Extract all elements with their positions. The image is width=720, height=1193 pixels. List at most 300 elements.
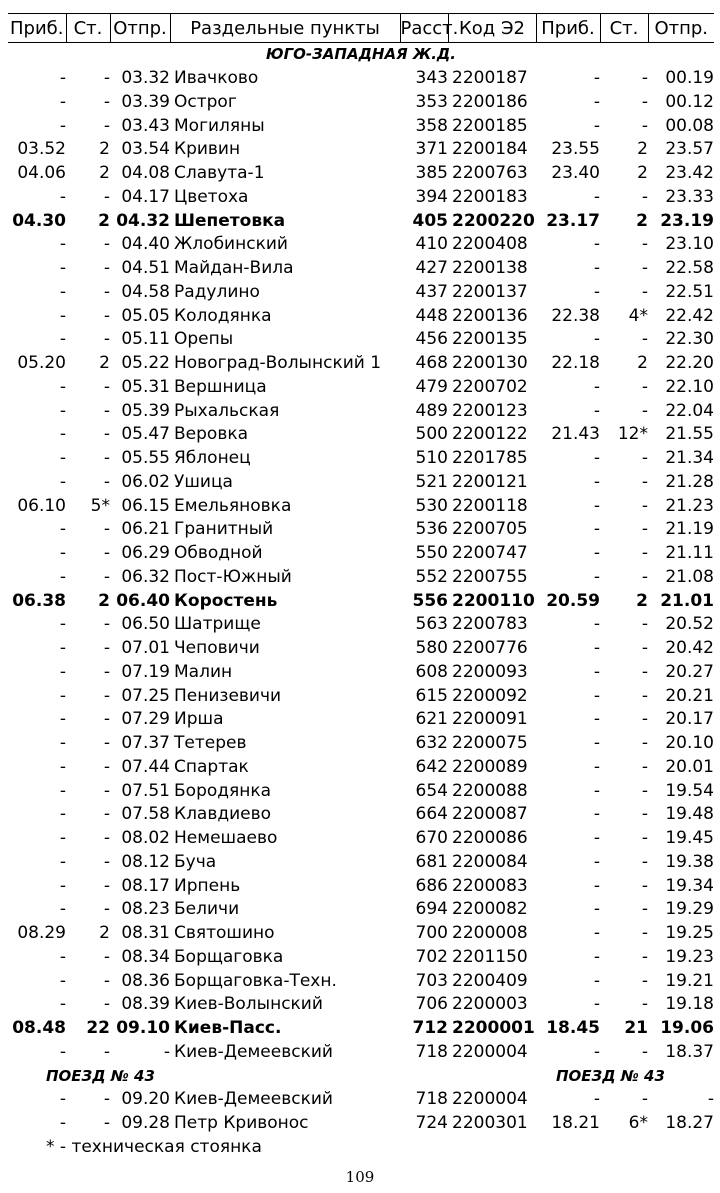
- stop-right: 4*: [628, 305, 648, 326]
- station-code: 2201785: [452, 448, 528, 469]
- table-row: [8, 969, 714, 993]
- distance: 552: [415, 566, 448, 587]
- table-row: [8, 138, 714, 162]
- departure-right: 00.19: [665, 68, 714, 89]
- arrival-left: -: [59, 614, 66, 635]
- arrival-left: -: [59, 471, 66, 492]
- table-row: [8, 91, 714, 115]
- departure-left: -: [163, 1041, 170, 1062]
- distance: 718: [415, 1089, 448, 1110]
- table-row: [8, 447, 714, 471]
- departure-left: 04.51: [121, 258, 170, 279]
- station-code: 2200123: [452, 400, 528, 421]
- distance: 670: [415, 828, 448, 849]
- station-name: Жлобинский: [174, 234, 288, 255]
- arrival-left: -: [59, 1089, 66, 1110]
- table-row: [8, 494, 714, 518]
- stop-right: -: [641, 566, 648, 587]
- stop-left: 2: [99, 353, 110, 374]
- distance: 371: [415, 139, 448, 160]
- station-code: 2200185: [452, 115, 528, 136]
- arrival-left: -: [59, 899, 66, 920]
- arrival-right: -: [593, 756, 600, 777]
- arrival-left: -: [59, 1041, 66, 1062]
- station-code: 2200747: [452, 543, 528, 564]
- station-code: 2200408: [452, 234, 528, 255]
- arrival-right: -: [593, 258, 600, 279]
- station-code: 2200004: [452, 1089, 528, 1110]
- departure-right: 19.38: [665, 851, 714, 872]
- arrival-right: -: [593, 875, 600, 896]
- arrival-right: 22.18: [551, 353, 600, 374]
- distance: 456: [415, 329, 448, 350]
- station-code: 2200088: [452, 780, 528, 801]
- station-name: Колодянка: [174, 305, 272, 326]
- table-row: [8, 1112, 714, 1136]
- station-name: Киев-Демеевский: [174, 1089, 333, 1110]
- departure-left: 08.23: [121, 899, 170, 920]
- table-row: [8, 1041, 714, 1065]
- station-name: Вершница: [174, 376, 267, 397]
- table-row: [8, 637, 714, 661]
- departure-right: 23.10: [665, 234, 714, 255]
- distance: 468: [415, 353, 448, 374]
- stop-left: -: [103, 329, 110, 350]
- distance: 410: [415, 234, 448, 255]
- departure-right: 22.20: [665, 353, 714, 374]
- arrival-right: -: [593, 780, 600, 801]
- table-row: [8, 803, 714, 827]
- stop-right: -: [641, 614, 648, 635]
- col-code: Код Э2: [448, 14, 536, 43]
- railway-title: ЮГО-ЗАПАДНАЯ Ж.Д.: [266, 45, 456, 64]
- arrival-left: -: [59, 186, 66, 207]
- arrival-left: -: [59, 115, 66, 136]
- station-code: 2200409: [452, 970, 528, 991]
- distance: 556: [412, 590, 448, 611]
- arrival-right: -: [593, 115, 600, 136]
- table-row: [8, 708, 714, 732]
- distance: 681: [415, 851, 448, 872]
- stop-left: -: [103, 305, 110, 326]
- stop-left: 2: [99, 163, 110, 184]
- table-row: [8, 661, 714, 685]
- distance: 563: [415, 614, 448, 635]
- railway-row: [8, 43, 714, 67]
- station-name: Тетерев: [174, 733, 247, 754]
- stop-left: -: [103, 115, 110, 136]
- stop-left: -: [103, 448, 110, 469]
- stop-right: -: [641, 899, 648, 920]
- station-name: Острог: [174, 91, 237, 112]
- departure-right: 19.54: [665, 780, 714, 801]
- col-stop-right: Ст.: [600, 14, 648, 43]
- station-code: 2200122: [452, 424, 528, 445]
- stop-left: -: [103, 376, 110, 397]
- station-name: Клавдиево: [174, 804, 272, 825]
- departure-right: 19.25: [665, 923, 714, 944]
- departure-right: 19.06: [660, 1018, 714, 1039]
- station-name: Майдан-Вила: [174, 258, 294, 279]
- station-name: Радулино: [174, 281, 260, 302]
- departure-right: 19.29: [665, 899, 714, 920]
- departure-left: 09.20: [121, 1089, 170, 1110]
- departure-left: 03.32: [121, 68, 170, 89]
- station-code: 2200087: [452, 804, 528, 825]
- table-row: [8, 209, 714, 233]
- arrival-left: -: [59, 709, 66, 730]
- arrival-right: -: [593, 1089, 600, 1110]
- stop-right: -: [641, 875, 648, 896]
- arrival-left: -: [59, 68, 66, 89]
- arrival-right: -: [593, 495, 600, 516]
- station-name: Буча: [174, 851, 217, 872]
- col-station: Раздельные пункты: [170, 14, 400, 43]
- departure-left: 05.11: [121, 329, 170, 350]
- stop-left: 2: [99, 139, 110, 160]
- table-row: [8, 684, 714, 708]
- arrival-left: -: [59, 305, 66, 326]
- stop-right: -: [641, 946, 648, 967]
- arrival-right: -: [593, 923, 600, 944]
- arrival-left: -: [59, 258, 66, 279]
- col-stop-left: Ст.: [66, 14, 110, 43]
- station-name: Гранитный: [174, 519, 274, 540]
- station-name: Цветоха: [174, 186, 249, 207]
- arrival-left: -: [59, 400, 66, 421]
- distance: 694: [415, 899, 448, 920]
- departure-left: 03.39: [121, 91, 170, 112]
- departure-left: 09.10: [116, 1018, 170, 1039]
- arrival-left: -: [59, 91, 66, 112]
- distance: 530: [415, 495, 448, 516]
- departure-right: 20.01: [665, 756, 714, 777]
- station-name: Петр Кривонос: [174, 1113, 309, 1134]
- stop-left: 2: [99, 923, 110, 944]
- station-name: Шатрище: [174, 614, 261, 635]
- departure-right: 00.08: [665, 115, 714, 136]
- stop-right: -: [641, 994, 648, 1015]
- station-name: Киев-Пасс.: [174, 1018, 282, 1039]
- stop-right: -: [641, 495, 648, 516]
- arrival-left: -: [59, 234, 66, 255]
- departure-left: 06.02: [121, 471, 170, 492]
- header-row: [8, 14, 714, 43]
- arrival-left: -: [59, 661, 66, 682]
- stop-left: -: [103, 685, 110, 706]
- departure-left: 06.40: [116, 590, 170, 611]
- table-row: [8, 732, 714, 756]
- col-arr-right: Приб.: [536, 14, 600, 43]
- stop-left: -: [103, 875, 110, 896]
- stop-left: -: [103, 91, 110, 112]
- stop-right: -: [641, 780, 648, 801]
- stop-left: -: [103, 1113, 110, 1134]
- departure-left: 08.34: [121, 946, 170, 967]
- station-code: 2200783: [452, 614, 528, 635]
- station-code: 2200091: [452, 709, 528, 730]
- train-header-row: [8, 1064, 714, 1088]
- arrival-left: 06.10: [17, 495, 66, 516]
- table-row: [8, 186, 714, 210]
- departure-right: -: [707, 1089, 714, 1110]
- departure-left: 08.36: [121, 970, 170, 991]
- departure-left: 09.28: [121, 1113, 170, 1134]
- departure-right: 21.28: [665, 471, 714, 492]
- station-name: Шепетовка: [174, 210, 286, 231]
- arrival-right: 23.17: [546, 210, 600, 231]
- table-row: [8, 518, 714, 542]
- timetable: [8, 13, 714, 1159]
- station-name: Веровка: [174, 424, 249, 445]
- distance: 448: [415, 305, 448, 326]
- arrival-left: -: [59, 733, 66, 754]
- table-row: [8, 946, 714, 970]
- departure-right: 23.33: [665, 186, 714, 207]
- arrival-right: 20.59: [546, 590, 600, 611]
- departure-left: 06.29: [121, 543, 170, 564]
- table-row: [8, 257, 714, 281]
- departure-right: 20.42: [665, 638, 714, 659]
- station-name: Славута-1: [174, 163, 265, 184]
- departure-left: 05.22: [121, 353, 170, 374]
- stop-left: -: [103, 1041, 110, 1062]
- station-code: 2200001: [452, 1018, 535, 1039]
- arrival-left: -: [59, 780, 66, 801]
- station-code: 2200136: [452, 305, 528, 326]
- table-row: [8, 542, 714, 566]
- distance: 550: [415, 543, 448, 564]
- table-row: [8, 898, 714, 922]
- stop-left: -: [103, 281, 110, 302]
- stop-right: -: [641, 234, 648, 255]
- stop-right: -: [641, 519, 648, 540]
- table-row: [8, 304, 714, 328]
- stop-left: -: [103, 566, 110, 587]
- departure-left: 06.15: [121, 495, 170, 516]
- distance: 718: [415, 1041, 448, 1062]
- departure-left: 04.40: [121, 234, 170, 255]
- station-name: Ушица: [174, 471, 233, 492]
- train-label-right: ПОЕЗД № 43: [556, 1066, 665, 1085]
- departure-left: 04.32: [116, 210, 170, 231]
- station-name: Рыхальская: [174, 400, 280, 421]
- distance: 724: [415, 1113, 448, 1134]
- arrival-right: -: [593, 685, 600, 706]
- stop-right: -: [641, 970, 648, 991]
- distance: 437: [415, 281, 448, 302]
- departure-right: 20.52: [665, 614, 714, 635]
- station-code: 2200183: [452, 186, 528, 207]
- distance: 510: [415, 448, 448, 469]
- departure-left: 08.12: [121, 851, 170, 872]
- arrival-right: 23.40: [551, 163, 600, 184]
- station-code: 2201150: [452, 946, 528, 967]
- distance: 405: [412, 210, 448, 231]
- table-row: [8, 756, 714, 780]
- station-code: 2200702: [452, 376, 528, 397]
- station-code: 2200092: [452, 685, 528, 706]
- arrival-right: 18.21: [551, 1113, 600, 1134]
- departure-right: 19.18: [665, 994, 714, 1015]
- arrival-left: 06.38: [12, 590, 66, 611]
- station-code: 2200138: [452, 258, 528, 279]
- station-name: Ивачково: [174, 68, 259, 89]
- stop-right: 2: [637, 163, 648, 184]
- departure-left: 07.51: [121, 780, 170, 801]
- arrival-right: -: [593, 543, 600, 564]
- distance: 353: [415, 91, 448, 112]
- station-code: 2200086: [452, 828, 528, 849]
- stop-left: -: [103, 258, 110, 279]
- arrival-left: 04.06: [17, 163, 66, 184]
- arrival-right: -: [593, 1041, 600, 1062]
- stop-right: -: [641, 68, 648, 89]
- arrival-right: 23.55: [551, 139, 600, 160]
- stop-left: -: [103, 68, 110, 89]
- stop-right: -: [641, 400, 648, 421]
- stop-right: 2: [637, 139, 648, 160]
- arrival-right: -: [593, 970, 600, 991]
- col-arr-left: Приб.: [8, 14, 66, 43]
- table-row: [8, 423, 714, 447]
- arrival-left: -: [59, 376, 66, 397]
- distance: 427: [415, 258, 448, 279]
- departure-right: 22.10: [665, 376, 714, 397]
- station-code: 2200135: [452, 329, 528, 350]
- arrival-right: -: [593, 471, 600, 492]
- departure-right: 21.34: [665, 448, 714, 469]
- station-name: Спартак: [174, 756, 249, 777]
- page-number: 109: [345, 1168, 375, 1186]
- departure-right: 23.19: [660, 210, 714, 231]
- stop-right: -: [641, 329, 648, 350]
- distance: 536: [415, 519, 448, 540]
- stop-left: -: [103, 186, 110, 207]
- departure-left: 08.31: [121, 923, 170, 944]
- stop-left: -: [103, 638, 110, 659]
- table-row: [8, 779, 714, 803]
- distance: 500: [415, 424, 448, 445]
- station-code: 2200776: [452, 638, 528, 659]
- arrival-right: -: [593, 519, 600, 540]
- station-name: Святошино: [174, 923, 275, 944]
- table-row: [8, 114, 714, 138]
- departure-left: 08.39: [121, 994, 170, 1015]
- station-code: 2200130: [452, 353, 528, 374]
- station-code: 2200763: [452, 163, 528, 184]
- table-row: [8, 328, 714, 352]
- stop-left: -: [103, 899, 110, 920]
- departure-right: 20.10: [665, 733, 714, 754]
- distance: 489: [415, 400, 448, 421]
- stop-left: -: [103, 804, 110, 825]
- stop-right: -: [641, 661, 648, 682]
- stop-left: -: [103, 400, 110, 421]
- distance: 702: [415, 946, 448, 967]
- distance: 686: [415, 875, 448, 896]
- station-code: 2200075: [452, 733, 528, 754]
- arrival-left: -: [59, 946, 66, 967]
- table-row: [8, 613, 714, 637]
- stop-left: -: [103, 828, 110, 849]
- arrival-right: -: [593, 851, 600, 872]
- stop-left: -: [103, 733, 110, 754]
- footnote-row: [8, 1136, 714, 1160]
- distance: 642: [415, 756, 448, 777]
- departure-left: 07.58: [121, 804, 170, 825]
- station-name: Обводной: [174, 543, 263, 564]
- stop-right: -: [641, 709, 648, 730]
- arrival-right: -: [593, 828, 600, 849]
- station-name: Борщаговка: [174, 946, 284, 967]
- departure-left: 07.25: [121, 685, 170, 706]
- departure-left: 04.58: [121, 281, 170, 302]
- arrival-left: -: [59, 994, 66, 1015]
- stop-right: -: [641, 638, 648, 659]
- arrival-left: -: [59, 329, 66, 350]
- departure-left: 07.37: [121, 733, 170, 754]
- stop-right: -: [641, 685, 648, 706]
- departure-left: 05.47: [121, 424, 170, 445]
- station-name: Пост-Южный: [174, 566, 292, 587]
- footnote: * - техническая стоянка: [46, 1136, 262, 1157]
- distance: 394: [415, 186, 448, 207]
- departure-left: 07.19: [121, 661, 170, 682]
- arrival-right: -: [593, 661, 600, 682]
- departure-right: 19.21: [665, 970, 714, 991]
- arrival-left: 04.30: [12, 210, 66, 231]
- table-row: [8, 376, 714, 400]
- col-dep-left: Отпр.: [110, 14, 170, 43]
- station-name: Пенизевичи: [174, 685, 282, 706]
- arrival-right: -: [593, 91, 600, 112]
- arrival-right: -: [593, 281, 600, 302]
- distance: 632: [415, 733, 448, 754]
- station-code: 2200084: [452, 851, 528, 872]
- station-code: 2200301: [452, 1113, 528, 1134]
- departure-left: 07.29: [121, 709, 170, 730]
- stop-right: 6*: [628, 1113, 648, 1134]
- stop-right: -: [641, 91, 648, 112]
- stop-left: -: [103, 234, 110, 255]
- station-code: 2200220: [452, 210, 535, 231]
- departure-right: 22.51: [665, 281, 714, 302]
- stop-left: 5*: [90, 495, 110, 516]
- station-code: 2200089: [452, 756, 528, 777]
- station-name: Бородянка: [174, 780, 272, 801]
- departure-right: 19.23: [665, 946, 714, 967]
- departure-left: 04.17: [121, 186, 170, 207]
- arrival-left: -: [59, 638, 66, 659]
- stop-left: -: [103, 709, 110, 730]
- departure-right: 22.30: [665, 329, 714, 350]
- arrival-left: -: [59, 685, 66, 706]
- station-name: Немешаево: [174, 828, 278, 849]
- stop-left: -: [103, 424, 110, 445]
- station-code: 2200755: [452, 566, 528, 587]
- stop-left: -: [103, 471, 110, 492]
- station-name: Беличи: [174, 899, 240, 920]
- stop-right: -: [641, 471, 648, 492]
- departure-left: 03.43: [121, 115, 170, 136]
- departure-left: 08.02: [121, 828, 170, 849]
- stop-right: 12*: [617, 424, 648, 445]
- table-row: [8, 162, 714, 186]
- station-code: 2200003: [452, 994, 528, 1015]
- stop-left: -: [103, 543, 110, 564]
- col-dep-right: Отпр.: [648, 14, 714, 43]
